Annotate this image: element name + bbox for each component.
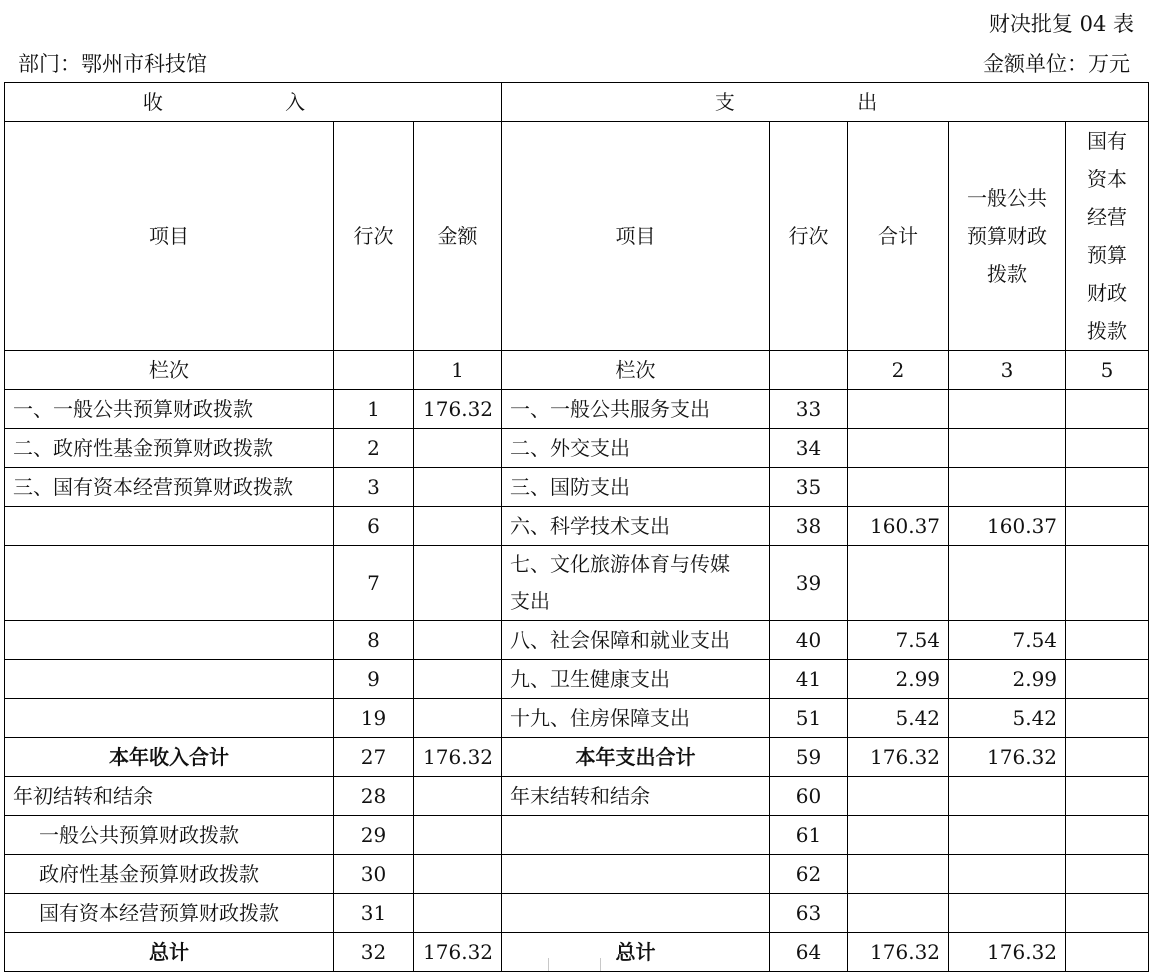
col-index-exp-empty (770, 351, 848, 390)
expense-total-cell (848, 546, 949, 621)
income-row-no-cell: 2 (334, 429, 414, 468)
col-index-exp-label: 栏次 (502, 351, 770, 390)
income-row-no-cell: 8 (334, 621, 414, 660)
income-amount-cell: 176.32 (414, 390, 502, 429)
expense-total-cell: 160.37 (848, 507, 949, 546)
table-row (5, 699, 1149, 738)
table-row (5, 738, 1149, 777)
expense-row-no-cell: 60 (770, 777, 848, 816)
col-index-empty (334, 351, 414, 390)
income-item-cell: 一、一般公共预算财政拨款 (5, 390, 334, 429)
expense-state-capital-cell (1066, 855, 1149, 894)
expense-row-no-cell: 33 (770, 390, 848, 429)
col-index-total: 2 (848, 351, 949, 390)
expense-item-cell: 二、外交支出 (502, 429, 770, 468)
department-label: 部门：鄂州市科技馆 (18, 52, 207, 76)
income-amount-cell (414, 621, 502, 660)
expense-item-cell: 总计 (502, 933, 770, 972)
expense-state-capital-cell (1066, 894, 1149, 933)
expense-item-cell: 三、国防支出 (502, 468, 770, 507)
table-row (5, 894, 1149, 933)
expense-item-cell: 一、一般公共服务支出 (502, 390, 770, 429)
income-row-no-cell: 28 (334, 777, 414, 816)
expense-general-cell (949, 777, 1066, 816)
income-amount-cell (414, 777, 502, 816)
page-edge-mark (548, 958, 549, 971)
income-amount-cell (414, 429, 502, 468)
expense-state-capital-cell (1066, 699, 1149, 738)
col-header-row-no: 行次 (334, 122, 414, 351)
income-item-cell: 本年收入合计 (5, 738, 334, 777)
income-amount-cell (414, 699, 502, 738)
expense-row-no-cell: 35 (770, 468, 848, 507)
expense-general-cell (949, 816, 1066, 855)
table-row (5, 777, 1149, 816)
income-row-no-cell: 19 (334, 699, 414, 738)
expense-total-cell (848, 468, 949, 507)
income-amount-cell: 176.32 (414, 933, 502, 972)
expense-general-cell (949, 429, 1066, 468)
expense-total-cell: 176.32 (848, 933, 949, 972)
expense-total-cell (848, 429, 949, 468)
income-item-cell (5, 621, 334, 660)
col-header-exp-item: 项目 (502, 122, 770, 351)
expense-total-cell (848, 390, 949, 429)
table-row (5, 507, 1149, 546)
col-index-income-amount: 1 (414, 351, 502, 390)
unit-label: 金额单位：万元 (983, 52, 1130, 76)
income-item-cell: 一般公共预算财政拨款 (5, 816, 334, 855)
budget-table (4, 82, 1149, 972)
income-amount-cell (414, 855, 502, 894)
table-row (5, 429, 1149, 468)
income-item-cell (5, 660, 334, 699)
expense-state-capital-cell (1066, 660, 1149, 699)
table-row (5, 546, 1149, 621)
income-amount-cell (414, 816, 502, 855)
expense-total-cell: 176.32 (848, 738, 949, 777)
page-edge-mark (600, 958, 601, 971)
income-amount-cell (414, 894, 502, 933)
expense-item-cell: 年末结转和结余 (502, 777, 770, 816)
expense-total-cell (848, 777, 949, 816)
col-header-amount: 金额 (414, 122, 502, 351)
section-header-row (5, 83, 1149, 122)
expense-state-capital-cell (1066, 816, 1149, 855)
expense-row-no-cell: 34 (770, 429, 848, 468)
expense-state-capital-cell (1066, 429, 1149, 468)
expense-state-capital-cell (1066, 738, 1149, 777)
income-row-no-cell: 27 (334, 738, 414, 777)
table-row (5, 660, 1149, 699)
table-row (5, 855, 1149, 894)
expense-item-cell: 八、社会保障和就业支出 (502, 621, 770, 660)
income-item-cell: 年初结转和结余 (5, 777, 334, 816)
expense-general-cell: 2.99 (949, 660, 1066, 699)
expense-state-capital-cell (1066, 621, 1149, 660)
expense-row-no-cell: 38 (770, 507, 848, 546)
expense-item-cell: 六、科学技术支出 (502, 507, 770, 546)
column-header-row (5, 122, 1149, 351)
table-row (5, 468, 1149, 507)
expense-general-cell (949, 855, 1066, 894)
col-header-item: 项目 (5, 122, 334, 351)
expense-row-no-cell: 40 (770, 621, 848, 660)
expense-item-cell (502, 855, 770, 894)
expense-general-cell (949, 390, 1066, 429)
expense-general-cell: 176.32 (949, 933, 1066, 972)
expense-row-no-cell: 61 (770, 816, 848, 855)
expense-state-capital-cell (1066, 546, 1149, 621)
expense-row-no-cell: 39 (770, 546, 848, 621)
column-index-row (5, 351, 1149, 390)
income-amount-cell (414, 468, 502, 507)
expense-general-cell (949, 468, 1066, 507)
income-row-no-cell: 29 (334, 816, 414, 855)
col-index-general: 3 (949, 351, 1066, 390)
table-row (5, 621, 1149, 660)
expense-general-cell (949, 546, 1066, 621)
expense-total-cell (848, 894, 949, 933)
expense-general-cell (949, 894, 1066, 933)
expense-general-cell: 160.37 (949, 507, 1066, 546)
expense-row-no-cell: 63 (770, 894, 848, 933)
expense-section-header: 支 出 (502, 83, 1149, 122)
col-header-state-capital: 国有资本经营预算财政拨款 (1066, 122, 1149, 351)
table-row (5, 933, 1149, 972)
income-item-cell: 二、政府性基金预算财政拨款 (5, 429, 334, 468)
income-row-no-cell: 9 (334, 660, 414, 699)
expense-item-cell (502, 894, 770, 933)
income-item-cell (5, 507, 334, 546)
col-header-exp-row-no: 行次 (770, 122, 848, 351)
expense-item-cell (502, 816, 770, 855)
income-item-cell: 总计 (5, 933, 334, 972)
expense-item-cell: 九、卫生健康支出 (502, 660, 770, 699)
expense-state-capital-cell (1066, 390, 1149, 429)
income-section-header: 收 入 (5, 83, 502, 122)
income-item-cell: 政府性基金预算财政拨款 (5, 855, 334, 894)
expense-state-capital-cell (1066, 468, 1149, 507)
expense-item-cell: 十九、住房保障支出 (502, 699, 770, 738)
expense-item-cell: 七、文化旅游体育与传媒支出 (502, 546, 770, 621)
income-row-no-cell: 32 (334, 933, 414, 972)
income-row-no-cell: 30 (334, 855, 414, 894)
income-item-cell: 三、国有资本经营预算财政拨款 (5, 468, 334, 507)
income-amount-cell (414, 546, 502, 621)
expense-row-no-cell: 51 (770, 699, 848, 738)
col-index-state: 5 (1066, 351, 1149, 390)
income-row-no-cell: 3 (334, 468, 414, 507)
col-index-label: 栏次 (5, 351, 334, 390)
expense-row-no-cell: 62 (770, 855, 848, 894)
form-code: 财决批复 04 表 (988, 12, 1134, 36)
expense-row-no-cell: 59 (770, 738, 848, 777)
income-row-no-cell: 31 (334, 894, 414, 933)
table-row (5, 816, 1149, 855)
expense-total-cell: 2.99 (848, 660, 949, 699)
income-amount-cell (414, 507, 502, 546)
income-row-no-cell: 6 (334, 507, 414, 546)
income-row-no-cell: 1 (334, 390, 414, 429)
expense-total-cell: 5.42 (848, 699, 949, 738)
expense-item-cell: 本年支出合计 (502, 738, 770, 777)
expense-row-no-cell: 64 (770, 933, 848, 972)
income-item-cell (5, 699, 334, 738)
expense-total-cell (848, 816, 949, 855)
expense-general-cell: 7.54 (949, 621, 1066, 660)
income-item-cell (5, 546, 334, 621)
income-row-no-cell: 7 (334, 546, 414, 621)
income-item-cell: 国有资本经营预算财政拨款 (5, 894, 334, 933)
col-header-total: 合计 (848, 122, 949, 351)
col-header-general-budget: 一般公共预算财政拨款 (949, 122, 1066, 351)
expense-total-cell: 7.54 (848, 621, 949, 660)
expense-general-cell: 5.42 (949, 699, 1066, 738)
expense-row-no-cell: 41 (770, 660, 848, 699)
expense-total-cell (848, 855, 949, 894)
expense-general-cell: 176.32 (949, 738, 1066, 777)
expense-state-capital-cell (1066, 933, 1149, 972)
table-row (5, 390, 1149, 429)
expense-state-capital-cell (1066, 777, 1149, 816)
expense-state-capital-cell (1066, 507, 1149, 546)
income-amount-cell: 176.32 (414, 738, 502, 777)
income-amount-cell (414, 660, 502, 699)
